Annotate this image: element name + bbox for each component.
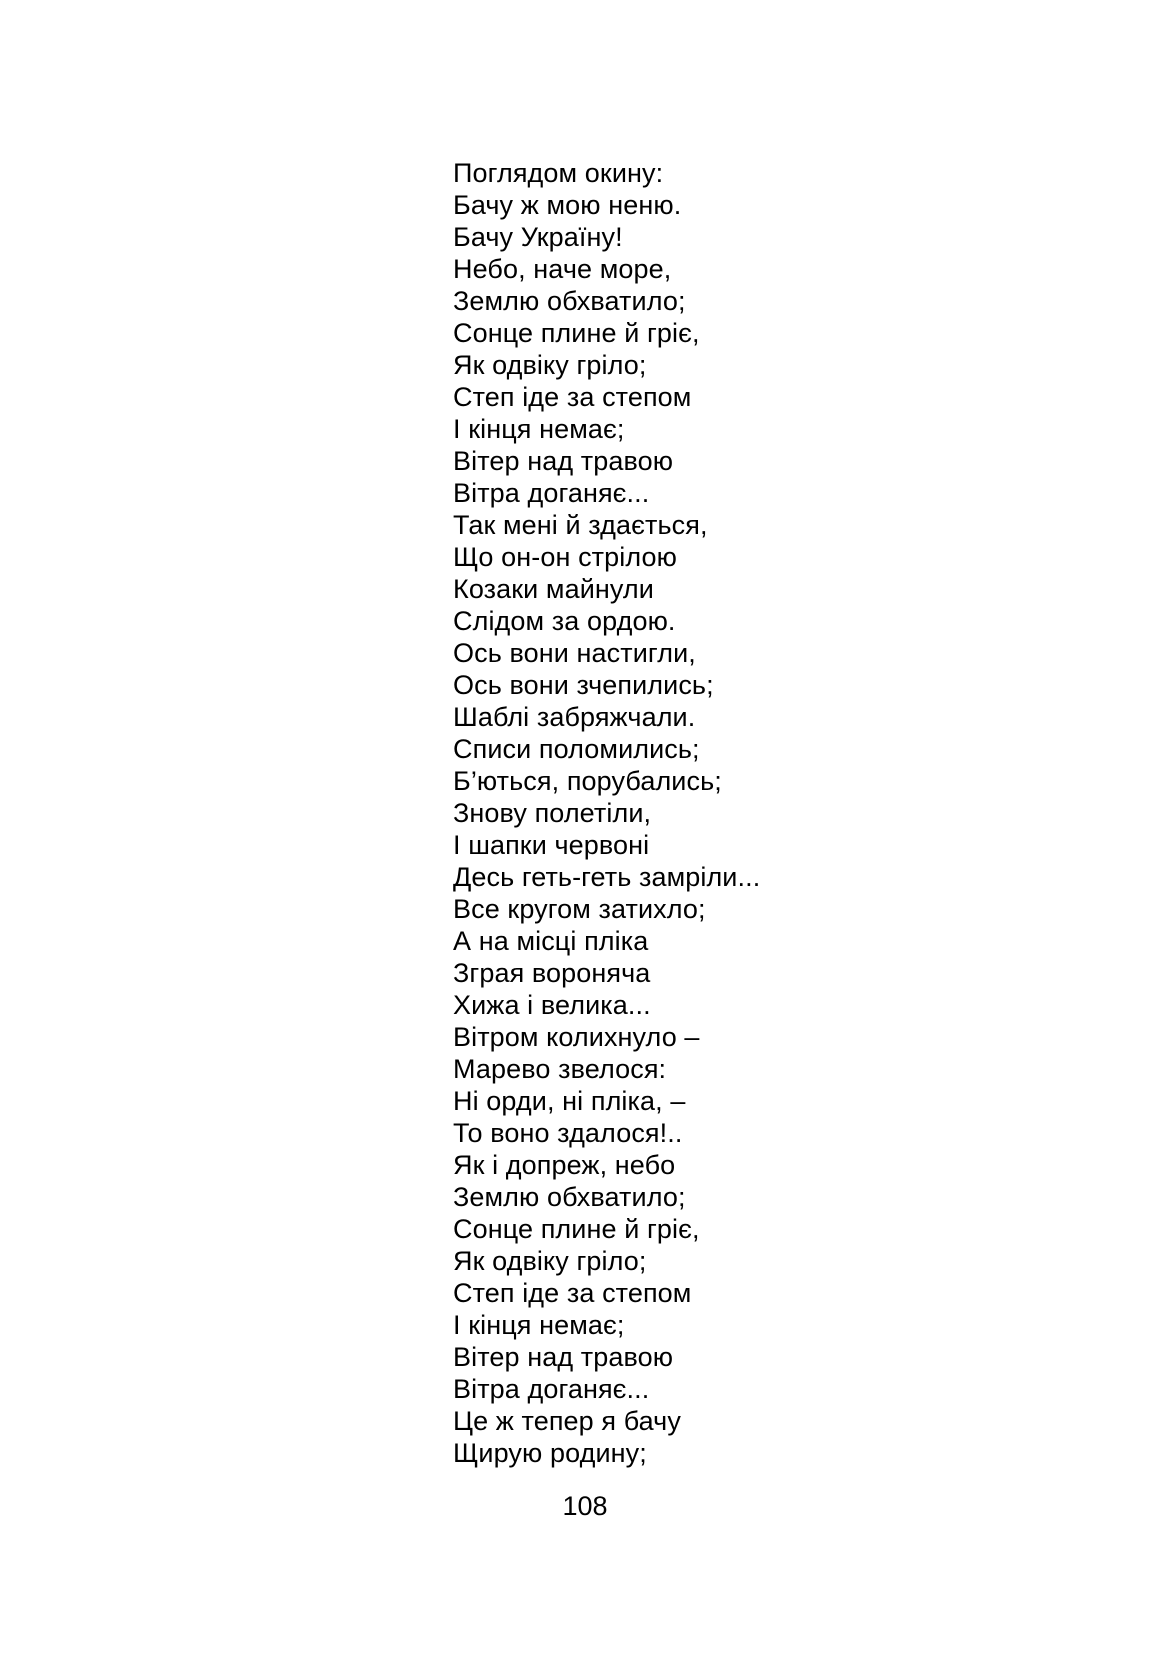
poem-line: І кінця немає; [453,414,625,444]
poem-line: Бачу ж мою неню. [453,190,682,220]
poem-line: А на місці пліка [453,926,649,956]
poem-line: І кінця немає; [453,1310,625,1340]
poem-line: Шаблі забряжчали. [453,702,696,732]
poem-line: Вітер над травою [453,1342,674,1372]
poem-line: Вітром колихнуло – [453,1022,700,1052]
poem-line: Все кругом затихло; [453,894,706,924]
poem-line: Бачу Україну! [453,222,623,252]
poem-line: Хижа і велика... [453,990,651,1020]
poem-line: Як і допреж, небо [453,1150,676,1180]
poem-line: Б’ються, порубались; [453,766,722,796]
poem-line: Землю обхватило; [453,1182,686,1212]
poem-line: Знову полетіли, [453,798,652,828]
poem-line: Так мені й здається, [453,510,708,540]
poem-line: Зграя вороняча [453,958,651,988]
poem-line: Десь геть-геть замріли... [453,862,761,892]
poem-text [453,157,760,1469]
poem-line: Сонце плине й гріє, [453,318,700,348]
poem-line: То воно здалося!.. [453,1118,683,1148]
poem-line: І шапки червоні [453,830,650,860]
poem-line: Як одвіку гріло; [453,350,647,380]
poem-line: Вітер над травою [453,446,674,476]
poem-line: Вітра доганяє... [453,1374,650,1404]
poem-line: Списи поломились; [453,734,700,764]
poem-line: Землю обхватило; [453,286,686,316]
poem-line: Козаки майнули [453,574,654,604]
page-number: 108 [562,1491,608,1521]
poem-line: Що он-он стрілою [453,542,677,572]
poem-line: Ні орди, ні пліка, – [453,1086,686,1116]
poem-line: Степ іде за степом [453,382,692,412]
poem-line: Степ іде за степом [453,1278,692,1308]
poem-line: Ось вони зчепились; [453,670,714,700]
poem-line: Це ж тепер я бачу [453,1406,681,1436]
poem-line: Слідом за ордою. [453,606,676,636]
poem-line: Марево звелося: [453,1054,667,1084]
poem-line: Поглядом окину: [453,158,664,188]
poem-line: Щирую родину; [453,1438,647,1468]
poem-line: Вітра доганяє... [453,478,650,508]
poem-line: Небо, наче море, [453,254,672,284]
poem-line: Як одвіку гріло; [453,1246,647,1276]
poem-line: Ось вони настигли, [453,638,696,668]
poem-line: Сонце плине й гріє, [453,1214,700,1244]
